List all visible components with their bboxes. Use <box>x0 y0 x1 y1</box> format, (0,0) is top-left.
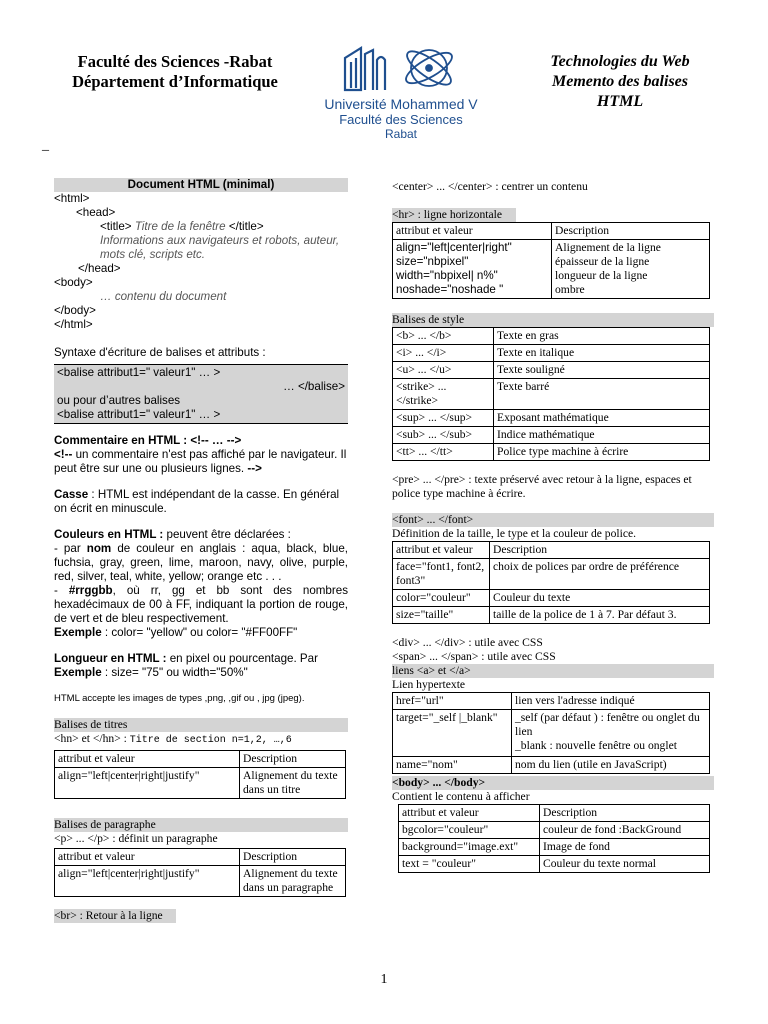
table-cell: Indice mathématique <box>494 427 710 444</box>
table-cell: Description <box>490 542 710 559</box>
table-cell: taille de la police de 1 à 7. Par défaut 3. <box>490 607 710 624</box>
svg-text:Université Mohammed V: Université Mohammed V <box>324 96 478 112</box>
table-row <box>393 559 710 590</box>
doc-line: </body> <box>54 304 96 317</box>
table-cell: lien vers l'adresse indiqué <box>512 693 710 710</box>
table-cell: color="couleur" <box>393 590 490 607</box>
faculty-name: Faculté des Sciences -Rabat <box>77 52 273 71</box>
table-cell: <i> ... </i> <box>393 345 494 362</box>
table-row <box>393 693 710 710</box>
table-cell: Description <box>540 805 710 822</box>
hr-bar: <hr> : ligne horizontale <box>392 208 516 222</box>
memento-title: Memento des balises <box>552 73 688 90</box>
doc-line: … contenu du document <box>100 290 227 303</box>
para-section <box>54 818 348 923</box>
table-row <box>393 590 710 607</box>
div-line: <div> ... </div> : utile avec CSS <box>392 636 543 649</box>
doc-title-bar: Document HTML (minimal) <box>54 178 348 192</box>
table-cell: size="taille" <box>393 607 490 624</box>
para-table <box>54 848 346 897</box>
table-row <box>399 805 710 822</box>
para-bar: Balises de paragraphe <box>54 818 348 832</box>
table-cell: face="font1, font2, font3" <box>393 559 490 590</box>
table-cell: attribut et valeur <box>393 542 490 559</box>
table-cell: Texte barré <box>494 379 710 410</box>
doc-line: <html> <box>54 192 90 205</box>
longueur-paragraph: Longueur en HTML : en pixel ou pourcentage. Par Exemple : size= "75" ou width="50%" <box>54 652 318 679</box>
doc-line: Informations aux navigateurs et robots, auteur, <box>100 234 340 247</box>
header-left <box>40 52 310 92</box>
table-header: Description <box>240 751 346 768</box>
table-header: attribut et valeur <box>393 223 552 240</box>
right-column <box>392 180 714 873</box>
liens-sub: Lien hypertexte <box>392 678 466 691</box>
svg-text:Faculté des Sciences: Faculté des Sciences <box>339 112 463 127</box>
table-cell: Alignement de la ligne épaisseur de la ligne longueur de la ligne ombre <box>552 240 710 299</box>
table-row <box>393 542 710 559</box>
table-cell: text = "couleur" <box>399 856 540 873</box>
table-cell: _self (par défaut ) : fenêtre ou onglet du lien _blank : nouvelle fenêtre ou onglet <box>512 710 710 757</box>
syntax-line: … </balise> <box>283 380 345 393</box>
html-title: HTML <box>596 93 644 110</box>
table-cell: <strike> ... </strike> <box>393 379 494 410</box>
table-cell: <b> ... </b> <box>393 328 494 345</box>
table-cell: choix de polices par ordre de préférence <box>490 559 710 590</box>
syntax-line: <balise attribut1=" valeur1" … > <box>57 408 221 421</box>
hr-table <box>392 222 710 299</box>
liens-bar: liens <a> et </a> <box>392 664 714 678</box>
pre-line: <pre> ... </pre> : texte préservé avec retour à la ligne, espaces et police type machine à écrire. <box>392 473 692 500</box>
titres-bar: Balises de titres <box>54 718 348 732</box>
table-row <box>393 410 710 427</box>
table-cell: <sup> ... </sup> <box>393 410 494 427</box>
table-cell: background="image.ext" <box>399 839 540 856</box>
table-cell: Texte en italique <box>494 345 710 362</box>
table-cell: Alignement du texte dans un titre <box>240 768 346 799</box>
table-header: attribut et valeur <box>55 751 240 768</box>
center-line: <center> ... </center> : centrer un contenu <box>392 180 588 193</box>
table-cell: Exposant mathématique <box>494 410 710 427</box>
table-row <box>399 822 710 839</box>
doc-line: <title> Titre de la fenêtre </title> <box>100 220 264 233</box>
table-row <box>399 839 710 856</box>
syntax-line: ou pour d’autres balises <box>57 394 181 407</box>
para-line: <p> ... </p> : définit un paragraphe <box>54 832 218 845</box>
table-row <box>393 328 710 345</box>
separator-dash: _ <box>42 138 49 153</box>
table-cell: Police type machine à écrire <box>494 444 710 461</box>
table-cell: attribut et valeur <box>399 805 540 822</box>
table-cell: couleur de fond :BackGround <box>540 822 710 839</box>
syntax-line: <balise attribut1=" valeur1" … > <box>57 366 221 379</box>
table-row <box>393 757 710 774</box>
body-bar: <body> ... </body> <box>392 776 714 790</box>
table-row <box>393 444 710 461</box>
doc-line: <head> <box>76 206 116 219</box>
table-row <box>399 856 710 873</box>
department-name: Département d’Informatique <box>72 72 278 91</box>
table-cell: Texte souligné <box>494 362 710 379</box>
titres-section <box>54 718 348 799</box>
table-cell: <tt> ... </tt> <box>393 444 494 461</box>
page-number: 1 <box>380 972 388 987</box>
table-cell: Alignement du texte dans un paragraphe <box>240 866 346 897</box>
doc-line: </html> <box>54 318 93 331</box>
table-cell: align="left|center|right" size="nbpixel" width="nbpixel| n%" noshade="noshade " <box>393 240 552 299</box>
table-cell: href="url" <box>393 693 512 710</box>
body-sub: Contient le contenu à afficher <box>392 790 530 803</box>
comment-text: <!-- un commentaire n'est pas affiché par le navigateur. Il peut être sur une ou plusieurs lignes. --> <box>54 448 347 475</box>
table-cell: nom du lien (utile en JavaScript) <box>512 757 710 774</box>
table-cell: Couleur du texte <box>490 590 710 607</box>
table-cell: align="left|center|right|justify" <box>55 866 240 897</box>
syntax-title: Syntaxe d'écriture de balises et attributs : <box>54 346 266 359</box>
body-table <box>398 804 710 873</box>
font-desc: Définition de la taille, le type et la couleur de police. <box>392 527 637 540</box>
doc-line: mots clé, scripts etc. <box>100 248 206 261</box>
comment-title: Commentaire en HTML : <!-- … --> <box>54 434 242 447</box>
table-row <box>393 607 710 624</box>
doc-line: <body> <box>54 276 93 289</box>
casse-paragraph: Casse : HTML est indépendant de la casse. En général on écrit en minuscule. <box>54 488 340 515</box>
svg-text:Rabat: Rabat <box>384 127 418 141</box>
style-table <box>392 327 710 461</box>
table-row <box>393 362 710 379</box>
table-cell: name="nom" <box>393 757 512 774</box>
table-header: attribut et valeur <box>55 849 240 866</box>
couleurs-paragraph: Couleurs en HTML : peuvent être déclarées : - par nom de couleur en anglais : aqua, black, blue, fuchsia, gray, green, lime, maroon, navy, olive, purple, red, silver, teal, white, yellow; orange etc . . . - #rrggbb, où rr, gg et bb sont des nombres hexadécimaux de 00 à FF, indiquant la portion de rouge, de vert et de bleu respectivement. Exemple : color= "yellow" ou color= "#FF00FF" <box>54 528 348 639</box>
font-bar: <font> ... </font> <box>392 513 714 527</box>
table-row <box>393 427 710 444</box>
table-header: Description <box>240 849 346 866</box>
left-column <box>54 178 348 706</box>
table-row <box>393 710 710 757</box>
syntax-box <box>54 364 348 424</box>
table-cell: bgcolor="couleur" <box>399 822 540 839</box>
table-cell: <u> ... </u> <box>393 362 494 379</box>
university-logo <box>305 40 497 146</box>
table-cell: Image de fond <box>540 839 710 856</box>
table-cell: align="left|center|right|justify" <box>55 768 240 799</box>
table-cell: <sub> ... </sub> <box>393 427 494 444</box>
table-row <box>393 379 710 410</box>
table-cell: Texte en gras <box>494 328 710 345</box>
table-header: Description <box>552 223 710 240</box>
course-title: Technologies du Web <box>550 53 690 70</box>
table-cell: Couleur du texte normal <box>540 856 710 873</box>
titres-line: <hn> et </hn> : Titre de section n=1,2, …,6 <box>54 732 292 746</box>
header-right <box>520 52 720 112</box>
titres-table <box>54 750 346 799</box>
font-table <box>392 541 710 624</box>
span-line: <span> ... </span> : utile avec CSS <box>392 650 556 663</box>
style-bar: Balises de style <box>392 313 714 327</box>
images-note: HTML accepte les images de types ,png, ,gif ou , jpg (jpeg). <box>54 693 305 704</box>
liens-table <box>392 692 710 774</box>
table-cell: target="_self |_blank" <box>393 710 512 757</box>
table-row <box>393 345 710 362</box>
br-bar: <br> : Retour à la ligne <box>54 909 176 923</box>
doc-line: </head> <box>78 262 121 275</box>
